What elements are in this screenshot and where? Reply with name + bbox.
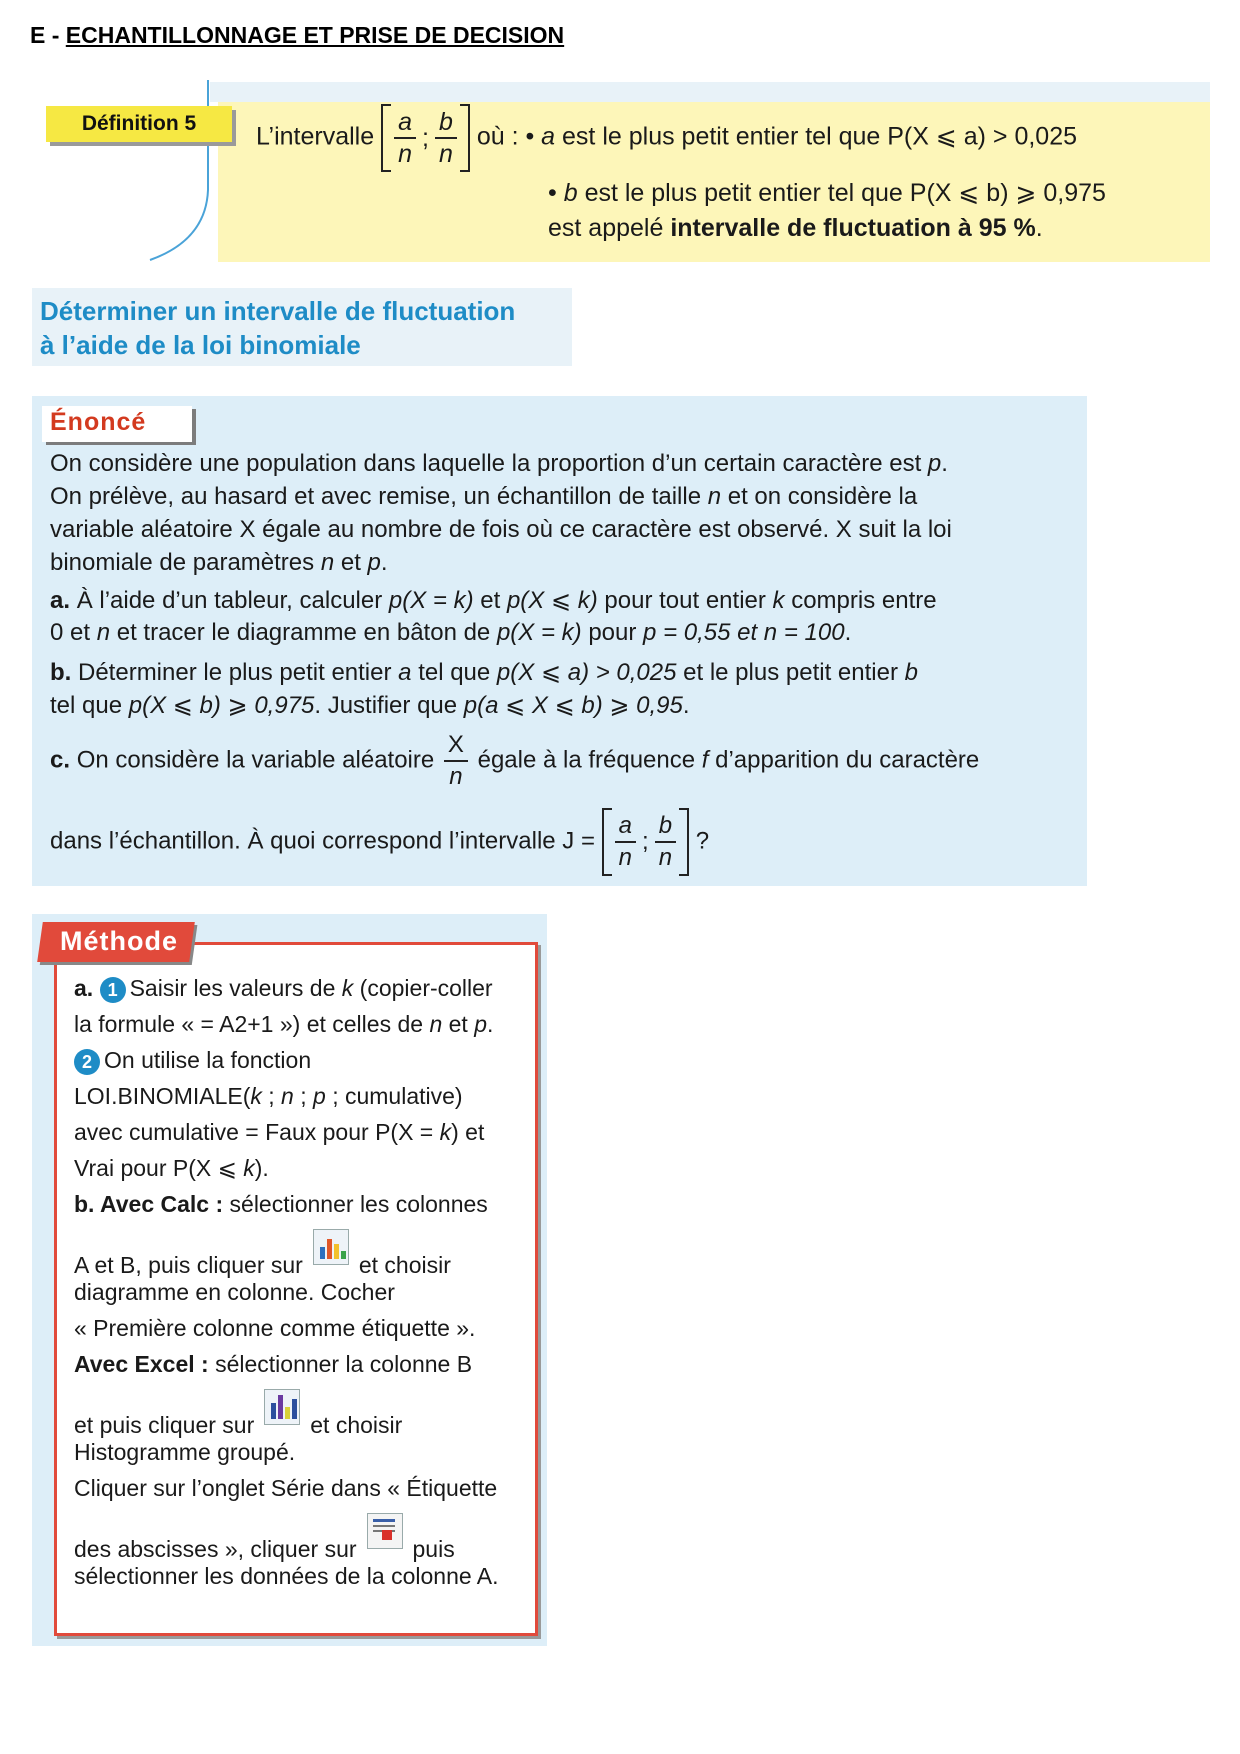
- definition-ou: où : •: [476, 122, 535, 151]
- definition-line-2: [548, 178, 1106, 208]
- interval-j: $\frac{a}{n}$ ; $\frac{b}{n}$: [602, 808, 689, 876]
- definition-intro: L’intervalle: [256, 122, 375, 151]
- methode-tab-label: Méthode: [60, 926, 178, 956]
- def-frac-b-den: n: [438, 140, 453, 168]
- enonce-block: [32, 396, 1087, 886]
- question-b-label: b.: [50, 659, 72, 686]
- enonce-tab-label: Énoncé: [50, 408, 147, 436]
- definition-bullet2-var: b: [563, 179, 578, 207]
- section-heading: ECHANTILLONNAGE ET PRISE DE DECISION: [65, 22, 565, 48]
- method-title-line-2: à l’aide de la loi binomiale: [40, 330, 361, 360]
- methode-excel-label: Avec Excel :: [74, 1351, 209, 1377]
- definition-bullet2-text: est le plus petit entier tel que P(X ⩽ b) ⩾ 0,975: [584, 179, 1106, 207]
- methode-line-4: LOI.BINOMIALE(k ; n ; p ; cumulative): [74, 1083, 463, 1109]
- enonce-line-3: variable aléatoire X égale au nombre de fois où ce caractère est observé. X suit la loi: [50, 516, 952, 543]
- methode-line-3: 2 On utilise la fonction: [74, 1047, 311, 1075]
- section-title: [30, 22, 564, 49]
- methode-line-14: Cliquer sur l’onglet Série dans « Étiquette: [74, 1475, 498, 1501]
- methode-line-12: et puis cliquer sur et choisir: [74, 1403, 402, 1439]
- step-2-badge: 2: [74, 1049, 100, 1075]
- definition-bullet2-prefix: •: [548, 179, 557, 207]
- methode-line-7: b. Avec Calc : sélectionner les colonnes: [74, 1191, 488, 1217]
- enonce-line-4: binomiale de paramètres n et p.: [50, 549, 388, 576]
- methode-line-13: Histogramme groupé.: [74, 1439, 296, 1465]
- definition-interval: $\frac{a}{n}$ ; $\frac{b}{n}$: [381, 104, 470, 172]
- question-b-line-1: b. Déterminer le plus petit entier a tel que p(X ⩽ a) > 0,025 et le plus petit entier b: [50, 659, 918, 686]
- methode-line-15: des abscisses », cliquer sur puis: [74, 1527, 455, 1563]
- enonce-line-1: On considère une population dans laquelle la proportion d’un certain caractère est p.: [50, 450, 948, 477]
- range-select-icon[interactable]: [367, 1513, 403, 1549]
- methode-line-9: diagramme en colonne. Cocher: [74, 1279, 395, 1305]
- def-frac-a-num: a: [394, 107, 416, 139]
- question-c-label: c.: [50, 746, 71, 774]
- question-a-line-2: 0 et n et tracer le diagramme en bâton de p(X = k) pour p = 0,55 et n = 100.: [50, 619, 852, 646]
- excel-chart-icon[interactable]: [264, 1389, 300, 1425]
- methode-line-16: sélectionner les données de la colonne A.: [74, 1563, 499, 1589]
- enonce-tab: [42, 406, 192, 442]
- definition-bullet1-var: a: [541, 122, 556, 151]
- enonce-line-2: On prélève, au hasard et avec remise, un échantillon de taille n et on considère la: [50, 483, 918, 510]
- methode-line-8: A et B, puis cliquer sur et choisir: [74, 1243, 451, 1279]
- method-title-block: [32, 288, 572, 366]
- question-b-line-2: tel que p(X ⩽ b) ⩾ 0,975. Justifier que p(a ⩽ X ⩽ b) ⩾ 0,95.: [50, 692, 690, 719]
- step-1-badge: 1: [100, 977, 126, 1003]
- definition-badge: Définition 5: [46, 106, 232, 142]
- calc-chart-icon[interactable]: [313, 1229, 349, 1265]
- methode-line-2: la formule « = A2+1 ») et celles de n et p.: [74, 1011, 494, 1037]
- question-a-line-1: a. À l’aide d’un tableur, calculer p(X = k) et p(X ⩽ k) pour tout entier k compris entre: [50, 587, 937, 614]
- question-c-fraction: $\frac{X}{n}$: [444, 730, 468, 792]
- methode-line-5: avec cumulative = Faux pour P(X = k) et: [74, 1119, 485, 1145]
- definition-block: [0, 80, 1240, 265]
- definition-conclusion-plain: est appelé: [548, 214, 664, 242]
- methode-line-10: « Première colonne comme étiquette ».: [74, 1315, 476, 1341]
- methode-line-11: Avec Excel : sélectionner la colonne B: [74, 1351, 473, 1377]
- method-title-line-1: Déterminer un intervalle de fluctuation: [40, 296, 516, 326]
- definition-conclusion-end: .: [1035, 214, 1043, 242]
- definition-bullet1-text: est le plus petit entier tel que P(X ⩽ a) > 0,025: [562, 122, 1078, 151]
- methode-a-label: a.: [74, 975, 94, 1001]
- definition-top-strip: [210, 82, 1210, 102]
- def-frac-a-den: n: [398, 140, 412, 168]
- question-c-line-1: c. On considère la variable aléatoire $\frac{X}{n}$ égale à la fréquence f d’apparition du caractère: [50, 731, 980, 790]
- methode-line-6: Vrai pour P(X ⩽ k).: [74, 1155, 269, 1181]
- methode-line-1: a. 1 Saisir les valeurs de k (copier-coller: [74, 975, 493, 1001]
- definition-line-3: [548, 214, 1043, 243]
- methode-b-label: b. Avec Calc :: [74, 1191, 224, 1217]
- definition-conclusion-bold: intervalle de fluctuation à 95 %: [670, 214, 1036, 242]
- question-c-line-2: dans l’échantillon. À quoi correspond l’intervalle J = $\frac{a}{n}$ ; $\frac{b}{n}$ ?: [50, 808, 709, 876]
- question-a-label: a.: [50, 587, 71, 614]
- def-frac-b-num: b: [435, 107, 457, 139]
- definition-line-1: [256, 104, 1077, 172]
- section-prefix: E -: [30, 22, 66, 48]
- methode-block: [32, 914, 547, 1646]
